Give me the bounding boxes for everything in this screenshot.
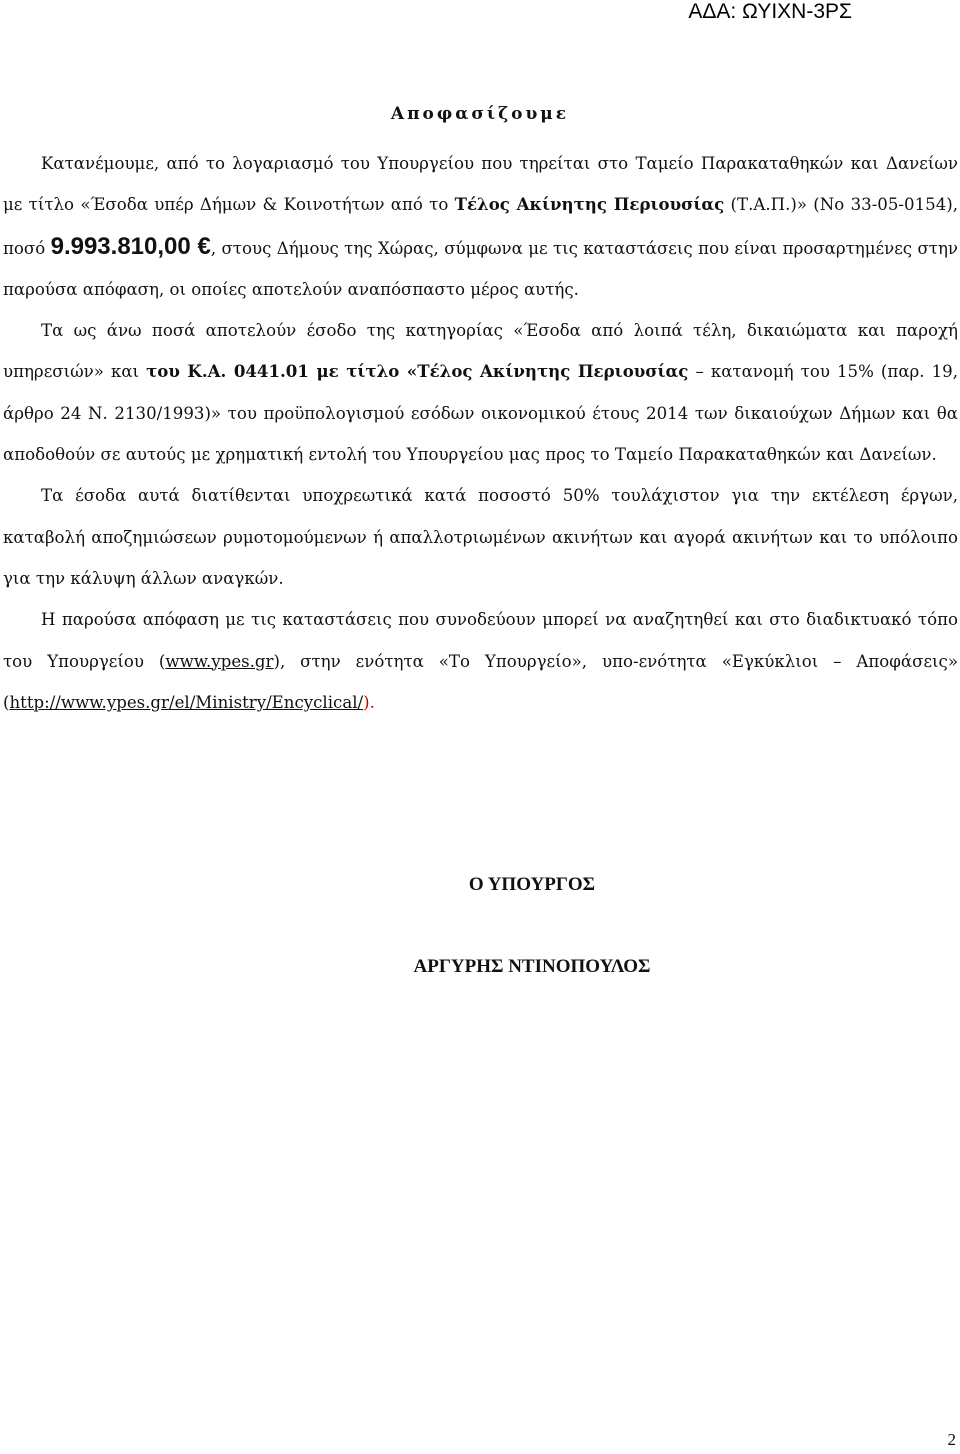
paragraph-publication bbox=[3, 599, 958, 723]
text-run: – κατανομή του 15% (παρ. 19, άρθρο 24 Ν. 2130/1993)» του προϋπολογισμού εσόδων οικονομικού έτους 2014 των δικαιούχων Δήμων και θα αποδοθούν σε αυτούς με χρηματική εντολή του Υπουργείου μας προς το Ταμείο Παρακαταθηκών και Δανείων. bbox=[3, 362, 959, 465]
text-run: (Τ.Α.Π.)» (Νο 33-05-0154), ποσό bbox=[3, 195, 959, 258]
text-run: ), στην ενότητα «Το Υπουργείο», υπο-ενότητα «Εγκύκλιοι – Αποφάσεις» ( bbox=[3, 651, 958, 712]
signature-name: ΑΡΓΥΡΗΣ ΝΤΙΝΟΠΟΥΛΟΣ bbox=[413, 956, 651, 977]
encyclical-link[interactable]: http://www.ypes.gr/el/Ministry/Encyclical/ bbox=[9, 692, 364, 712]
page-number: 2 bbox=[947, 1430, 956, 1449]
account-code: του Κ.Α. 0441.01 με τίτλο «Τέλος Ακίνητης Περιουσίας bbox=[146, 361, 689, 382]
document-body bbox=[3, 143, 958, 723]
ministry-website-link[interactable]: www.ypes.gr bbox=[165, 651, 274, 671]
text-run: , στους Δήμους της Χώρας, σύμφωνα με τις καταστάσεις που είναι προσαρτημένες στην παρούσα απόφαση, οι οποίες αποτελούν αναπόσπαστο μέρος αυτής. bbox=[3, 238, 959, 299]
text-run: Τα ως άνω ποσά αποτελούν έσοδο της κατηγορίας «Έσοδα από λοιπά τέλη, δικαιώματα και παροχή υπηρεσιών» και bbox=[3, 321, 958, 382]
currency-symbol: € bbox=[190, 232, 211, 260]
paragraph-revenue bbox=[3, 310, 958, 475]
text-run: . bbox=[369, 692, 375, 712]
signature-role: Ο ΥΠΟΥΡΓΟΣ bbox=[468, 874, 596, 895]
ada-code: ΑΔΑ: ΩΥΙΧΝ-3ΡΣ bbox=[688, 0, 852, 23]
tax-name: Τέλος Ακίνητης Περιουσίας bbox=[454, 194, 725, 215]
paragraph-allocation bbox=[3, 143, 958, 310]
text-run: ) bbox=[363, 692, 370, 712]
paragraph-usage: Τα έσοδα αυτά διατίθενται υποχρεωτικά κατά ποσοστό 50% τουλάχιστον για την εκτέλεση έργων, καταβολή αποζημιώσεων ρυμοτομούμενων ή απαλλοτριωμένων ακινήτων και αγορά ακινήτων και το υπόλοιπο για την κάλυψη άλλων αναγκών. bbox=[3, 486, 958, 588]
amount-value: 9.993.810,00 bbox=[50, 232, 191, 260]
text-run: Κατανέμουμε, από το λογαριασμό του Υπουργείου που τηρείται στο Ταμείο Παρακαταθηκών και Δανείων με τίτλο «Έσοδα υπέρ Δήμων & Κοινοτήτων από το bbox=[3, 154, 958, 215]
decision-heading: Αποφασίζουμε bbox=[390, 104, 570, 124]
text-run: Η παρούσα απόφαση με τις καταστάσεις που συνοδεύουν μπορεί να αναζητηθεί και στο διαδικτυακό τόπο του Υπουργείου ( bbox=[3, 610, 958, 671]
